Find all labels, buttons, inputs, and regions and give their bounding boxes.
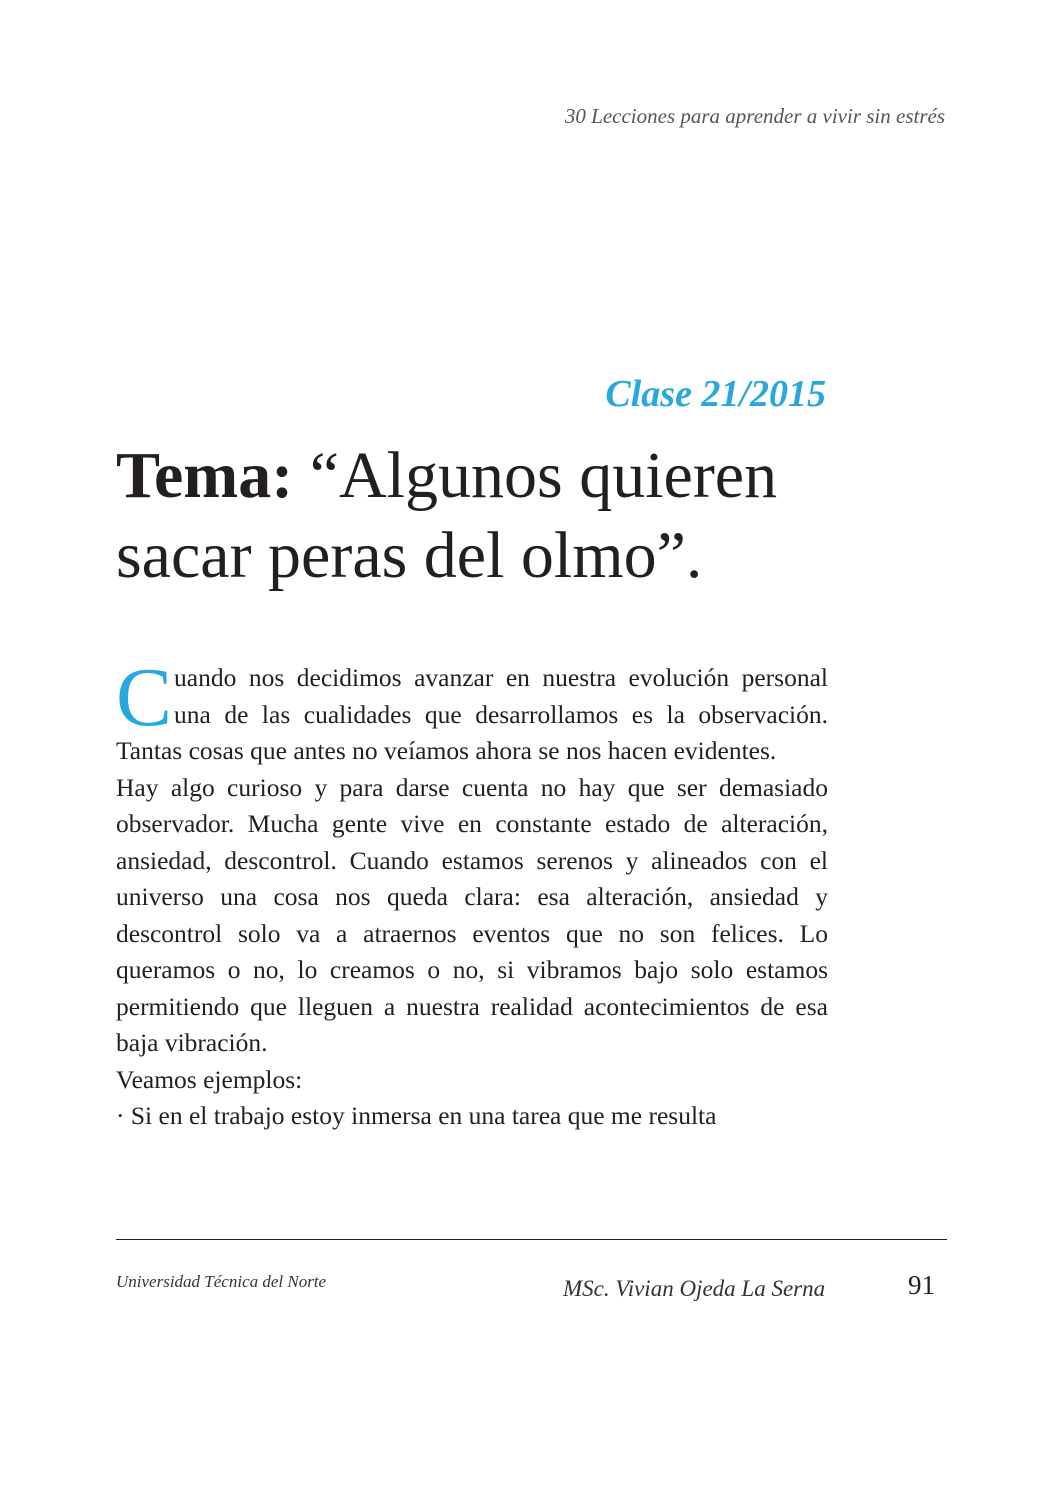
drop-cap: C <box>116 651 173 744</box>
running-header: 30 Lecciones para aprender a vivir sin estrés <box>564 104 945 128</box>
paragraph-1 <box>116 651 828 770</box>
class-label: Clase 21/2015 <box>605 373 826 415</box>
bullet-item: · Si en el trabajo estoy inmersa en una tarea que me resulta <box>116 1101 717 1130</box>
paragraph-3: Veamos ejemplos: <box>116 1064 303 1094</box>
title-text: “Algunos quieren sacar peras del olmo”. <box>116 439 778 592</box>
lesson-title <box>116 436 856 596</box>
title-prefix: Tema: <box>116 439 294 512</box>
footer-divider <box>116 1239 947 1240</box>
body-text <box>116 651 828 1135</box>
footer-institution: Universidad Técnica del Norte <box>116 1272 327 1291</box>
footer-author: MSc. Vivian Ojeda La Serna <box>563 1276 826 1301</box>
paragraph-2: Hay algo curioso y para darse cuenta no hay que ser demasiado observador. Mucha gente vive en constante estado de alteración, ansiedad, descontrol. Cuando estamos serenos y alineados con el universo una cosa nos queda clara: esa alteración, ansiedad y descontrol solo va a atraernos eventos que no son felices. Lo queramos o no, lo creamos o no, si vibramos bajo solo estamos permitiendo que lleguen a nuestra realidad acontecimientos de esa baja vibración. <box>116 772 828 1057</box>
page-number: 91 <box>908 1270 935 1300</box>
paragraph-1-text: uando nos decidimos avanzar en nuestra evolución personal una de las cualidades que desarrollamos es la observación. Tantas cosas que antes no veíamos ahora se nos hacen evidentes. <box>116 663 828 765</box>
